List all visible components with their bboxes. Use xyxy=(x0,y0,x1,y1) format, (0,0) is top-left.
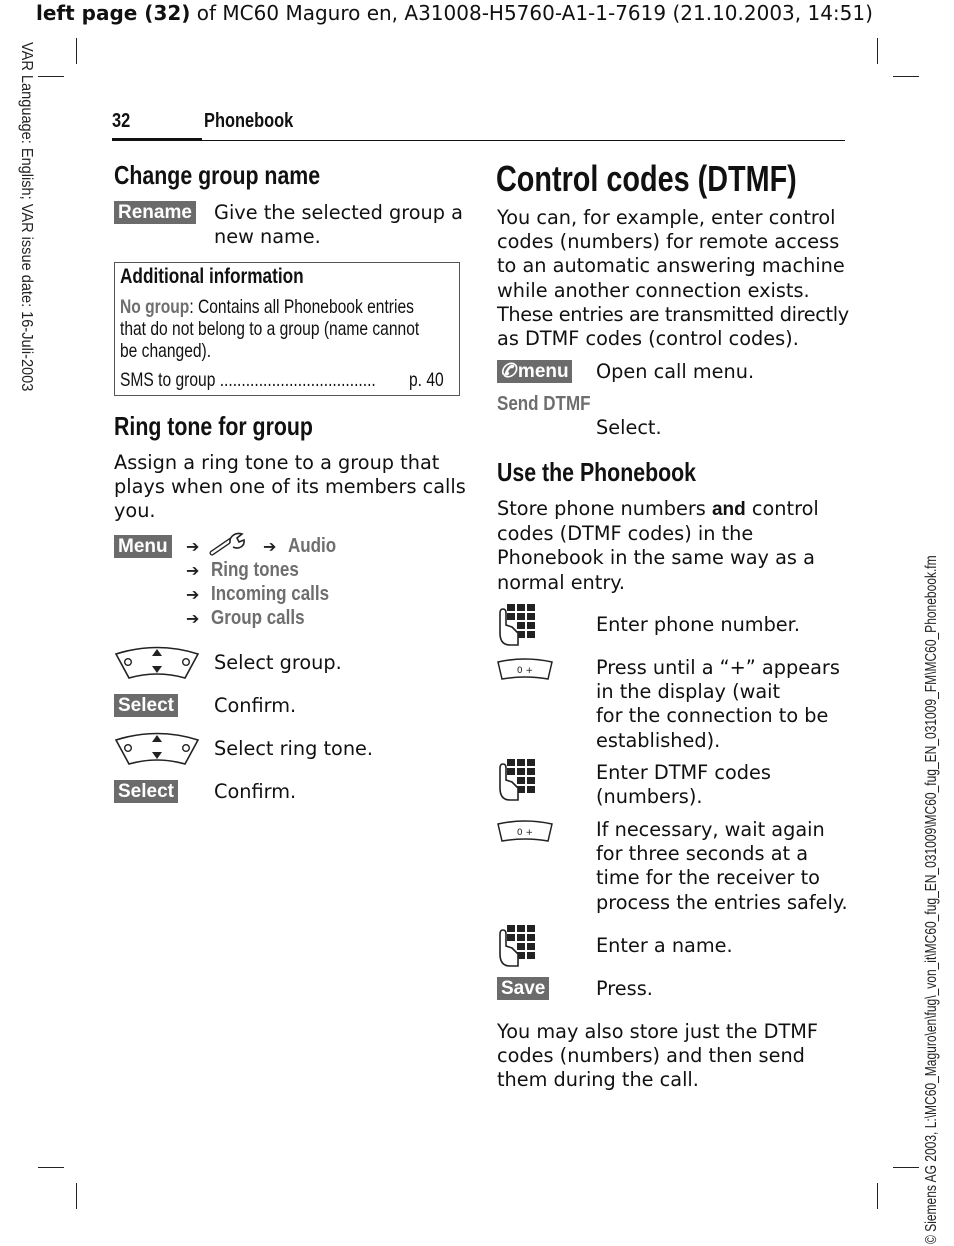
select-key: Select xyxy=(114,780,178,803)
nav-arrow: ➔ xyxy=(186,561,200,580)
step-wait-again: If necessary, wait again for three seconds at a time for the receiver to process the entries safely. xyxy=(596,818,848,914)
call-menu-key: ✆ menu xyxy=(497,360,572,383)
zero-plus-key-icon xyxy=(496,658,554,686)
wrench-icon xyxy=(209,531,247,561)
no-group-term: No group xyxy=(120,296,190,318)
select-text: Select. xyxy=(596,416,662,439)
nav-audio: Audio xyxy=(288,535,337,557)
zero-plus-key-icon xyxy=(496,820,554,848)
step-enter-name: Enter a name. xyxy=(596,934,733,957)
additional-info-box xyxy=(114,262,460,396)
crop-mark xyxy=(893,76,919,77)
control-key-icon xyxy=(113,645,201,685)
nav-arrow: ➔ xyxy=(186,585,200,604)
svg-text:0 +: 0 + xyxy=(516,666,534,676)
crop-mark xyxy=(38,76,64,77)
nav-group-calls: Group calls xyxy=(211,607,305,629)
select-key: Select xyxy=(114,694,178,717)
phone-handset-icon: ✆ xyxy=(500,361,516,382)
change-group-heading: Change group name xyxy=(114,160,321,190)
crop-mark xyxy=(76,1183,77,1209)
nav-arrow: ➔ xyxy=(186,537,200,556)
side-file-path: © Siemens AG 2003, L:\MC60_Maguro\en\fug\_von_it\MC60_fug_EN_031009\MC60_fug_EN_031009_FM\MC60_Phonebook.fm xyxy=(923,555,940,1244)
step-press-until-plus: Press until a “+” appears in the display (wait for the connection to be established). xyxy=(596,656,840,752)
menu-key: Menu xyxy=(114,535,172,558)
page-number: 32 xyxy=(112,110,131,132)
header-rule xyxy=(112,140,845,141)
side-language-note: VAR Language: English; VAR issue date: 16-Juli-2003 xyxy=(18,42,35,392)
send-dtmf-softkey: Send DTMF xyxy=(497,393,591,415)
nav-arrow: ➔ xyxy=(186,609,200,628)
nav-arrow: ➔ xyxy=(263,537,277,556)
nav-incoming-calls: Incoming calls xyxy=(211,583,330,605)
page-section-title: Phonebook xyxy=(204,110,294,132)
crop-mark xyxy=(877,38,878,64)
save-key: Save xyxy=(497,977,549,1000)
use-phonebook-text: Store phone numbers and control codes (DTMF codes) in the Phonebook in the same way as a normal entry. xyxy=(497,497,819,594)
keypad-icon xyxy=(496,603,538,651)
crop-mark xyxy=(38,1167,64,1168)
info-box-reference: SMS to group .................................... xyxy=(120,369,376,391)
step-confirm: Confirm. xyxy=(214,780,297,803)
document-header-line xyxy=(36,1,873,25)
step-select-ring-tone: Select ring tone. xyxy=(214,737,374,760)
open-call-menu-text: Open call menu. xyxy=(596,360,755,383)
control-codes-intro: You can, for example, enter control codes (numbers) for remote access to an automatic answering machine while another connection exists. These entries are transmitted directly as DTMF codes (control codes). xyxy=(497,206,849,351)
header-document-info: of MC60 Maguro en, A31008-H5760-A1-1-7619 (21.10.2003, 14:51) xyxy=(190,1,873,25)
control-key-icon xyxy=(113,731,201,771)
crop-mark xyxy=(76,38,77,64)
svg-text:0 +: 0 + xyxy=(516,828,534,838)
crop-mark xyxy=(893,1167,919,1168)
step-enter-phone: Enter phone number. xyxy=(596,613,800,636)
keypad-icon xyxy=(496,758,538,806)
rename-key: Rename xyxy=(114,201,196,224)
step-press-save: Press. xyxy=(596,977,653,1000)
header-page-label: left page (32) xyxy=(36,1,191,25)
step-enter-dtmf: Enter DTMF codes (numbers). xyxy=(596,761,771,809)
info-box-title: Additional information xyxy=(120,265,304,288)
nav-ring-tones: Ring tones xyxy=(211,559,299,581)
keypad-icon xyxy=(496,924,538,972)
step-confirm: Confirm. xyxy=(214,694,297,717)
outro-text: You may also store just the DTMF codes (numbers) and then send them during the call. xyxy=(497,1020,818,1092)
change-group-text: Give the selected group a new name. xyxy=(214,201,463,249)
step-select-group: Select group. xyxy=(214,651,342,674)
info-box-page-ref: p. 40 xyxy=(409,369,444,391)
ring-tone-heading: Ring tone for group xyxy=(114,411,313,441)
use-phonebook-heading: Use the Phonebook xyxy=(497,457,697,487)
crop-mark xyxy=(877,1183,878,1209)
control-codes-title: Control codes (DTMF) xyxy=(496,158,797,199)
info-box-body: No group: Contains all Phonebook entries that do not belong to a group (name cannot be changed). xyxy=(120,296,420,362)
ring-tone-text: Assign a ring tone to a group that plays when one of its members calls you. xyxy=(114,451,466,523)
